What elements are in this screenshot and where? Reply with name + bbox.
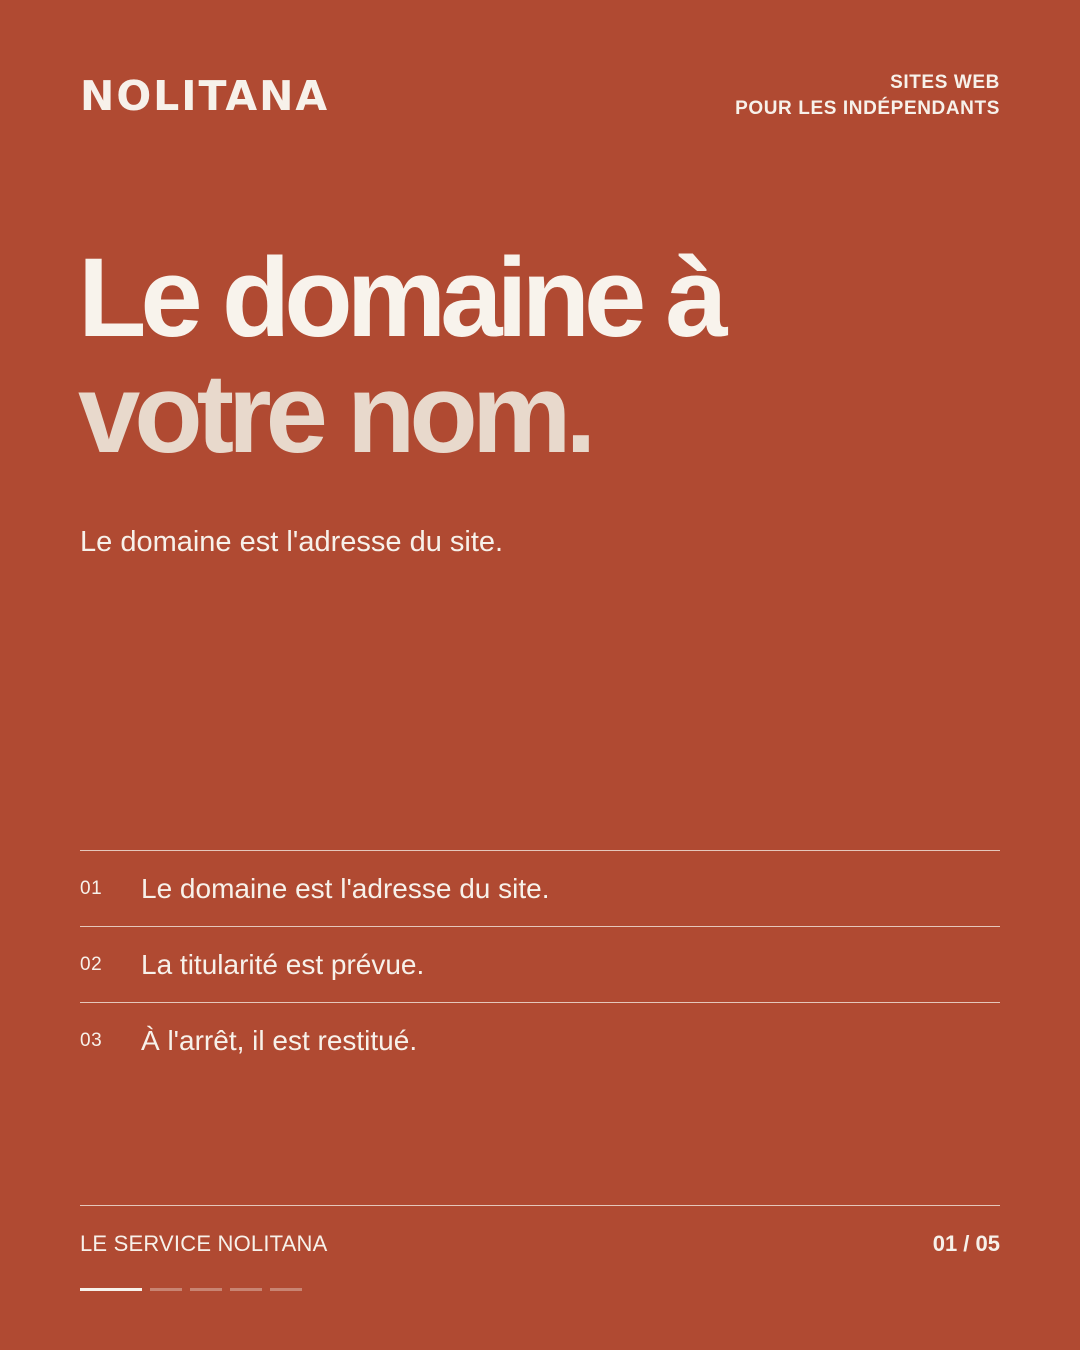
page-indicator: 01 / 05 — [932, 1231, 1000, 1256]
headline-line-1: Le domaine à — [78, 235, 722, 360]
headline-line-2: votre nom. — [78, 351, 591, 476]
tagline-line-1: SITES WEB — [890, 72, 1000, 93]
list-item-text: À l'arrêt, il est restitué. — [141, 1024, 418, 1056]
progress-segment-5 — [270, 1288, 302, 1291]
page-progress — [80, 1288, 302, 1291]
list-item — [80, 850, 1000, 926]
list-item-number: 02 — [80, 953, 103, 975]
footer-label: LE SERVICE NOLITANA — [80, 1231, 328, 1256]
brand-tagline — [735, 70, 1000, 122]
list-item-number: 03 — [80, 1029, 103, 1051]
brand-logo: NOLITANA — [80, 72, 330, 120]
points-list — [80, 850, 1000, 1078]
progress-segment-3 — [190, 1288, 222, 1291]
progress-segment-4 — [230, 1288, 262, 1291]
tagline-line-2: POUR LES INDÉPENDANTS — [735, 98, 1000, 119]
list-item-number: 01 — [80, 877, 103, 899]
footer-divider — [80, 1205, 1000, 1206]
page-subtitle: Le domaine est l'adresse du site. — [80, 526, 504, 558]
list-item-text: Le domaine est l'adresse du site. — [141, 872, 550, 904]
list-item — [80, 1002, 1000, 1078]
page-headline — [78, 235, 722, 476]
list-item-text: La titularité est prévue. — [141, 948, 425, 980]
progress-segment-1 — [80, 1288, 142, 1291]
progress-segment-2 — [150, 1288, 182, 1291]
list-item — [80, 926, 1000, 1002]
